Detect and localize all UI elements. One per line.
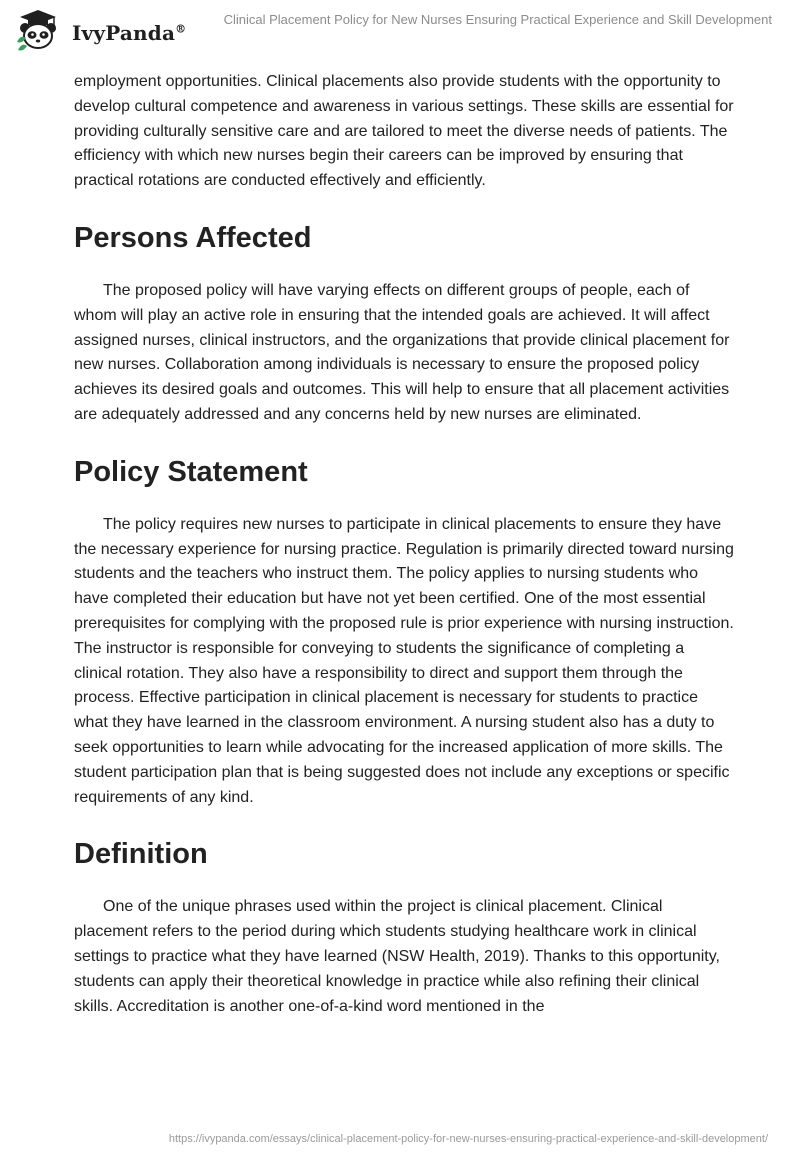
essay-body	[74, 70, 734, 1019]
policy-statement-paragraph: The policy requires new nurses to participate in clinical placements to ensure they have the necessary experience for nursing practice. Regulation is primarily directed toward nursing students and the teachers who instruct them. The policy applies to nursing students who have completed their education but have not yet been certified. One of the most essential prerequisites for complying with the proposed rule is prior experience with nursing instruction. The instructor is responsible for conveying to students the significance of completing a clinical rotation. They also have a responsibility to direct and support them through the process. Effective participation in clinical placement is necessary for students to practice what they have learned in the classroom environment. A nursing student also has a duty to seek opportunities to learn while advocating for the increased application of more skills. The student participation plan that is being suggested does not include any exceptions or specific requirements of any kind.	[74, 515, 734, 806]
heading-definition: Definition	[74, 838, 208, 871]
heading-persons-affected: Persons Affected	[74, 221, 312, 254]
persons-affected-paragraph: The proposed policy will have varying effects on different groups of people, each of whom will play an active role in ensuring that the intended goals are achieved. It will affect assigned nurses, clinical instructors, and the organizations that provide clinical placement for new nurses. Collaboration among individuals is necessary to ensure the proposed policy achieves its desired goals and outcomes. This will help to ensure that all placement activities are adequately addressed and any concerns held by new nurses are eliminated.	[74, 281, 730, 423]
document-title: Clinical Placement Policy for New Nurses Ensuring Practical Experience and Skill Development	[223, 12, 772, 27]
panda-graduate-icon	[14, 8, 62, 52]
registered-mark: ®	[175, 22, 187, 36]
intro-paragraph: employment opportunities. Clinical placements also provide students with the opportunity to develop cultural competence and awareness in various settings. These skills are essential for providing culturally sensitive care and are tailored to meet the diverse needs of patients. The efficiency with which new nurses begin their careers can be improved by ensuring that practical rotations are conducted effectively and efficiently.	[74, 73, 734, 190]
logo-text: IvyPanda	[72, 21, 176, 45]
heading-policy-statement: Policy Statement	[74, 455, 308, 488]
logo-wordmark	[72, 21, 186, 45]
ivypanda-logo[interactable]	[14, 8, 186, 52]
definition-paragraph: One of the unique phrases used within the project is clinical placement. Clinical placement refers to the period during which students studying healthcare work in clinical settings to practice what they have learned (NSW Health, 2019). Thanks to this opportunity, students can apply their theoretical knowledge in practice while also refining their clinical skills. Accreditation is another one-of-a-kind word mentioned in the	[74, 898, 720, 1015]
source-url[interactable]: https://ivypanda.com/essays/clinical-placement-policy-for-new-nurses-ensuring-practical-experience-and-skill-development/	[168, 1133, 768, 1145]
page-header	[0, 0, 800, 60]
